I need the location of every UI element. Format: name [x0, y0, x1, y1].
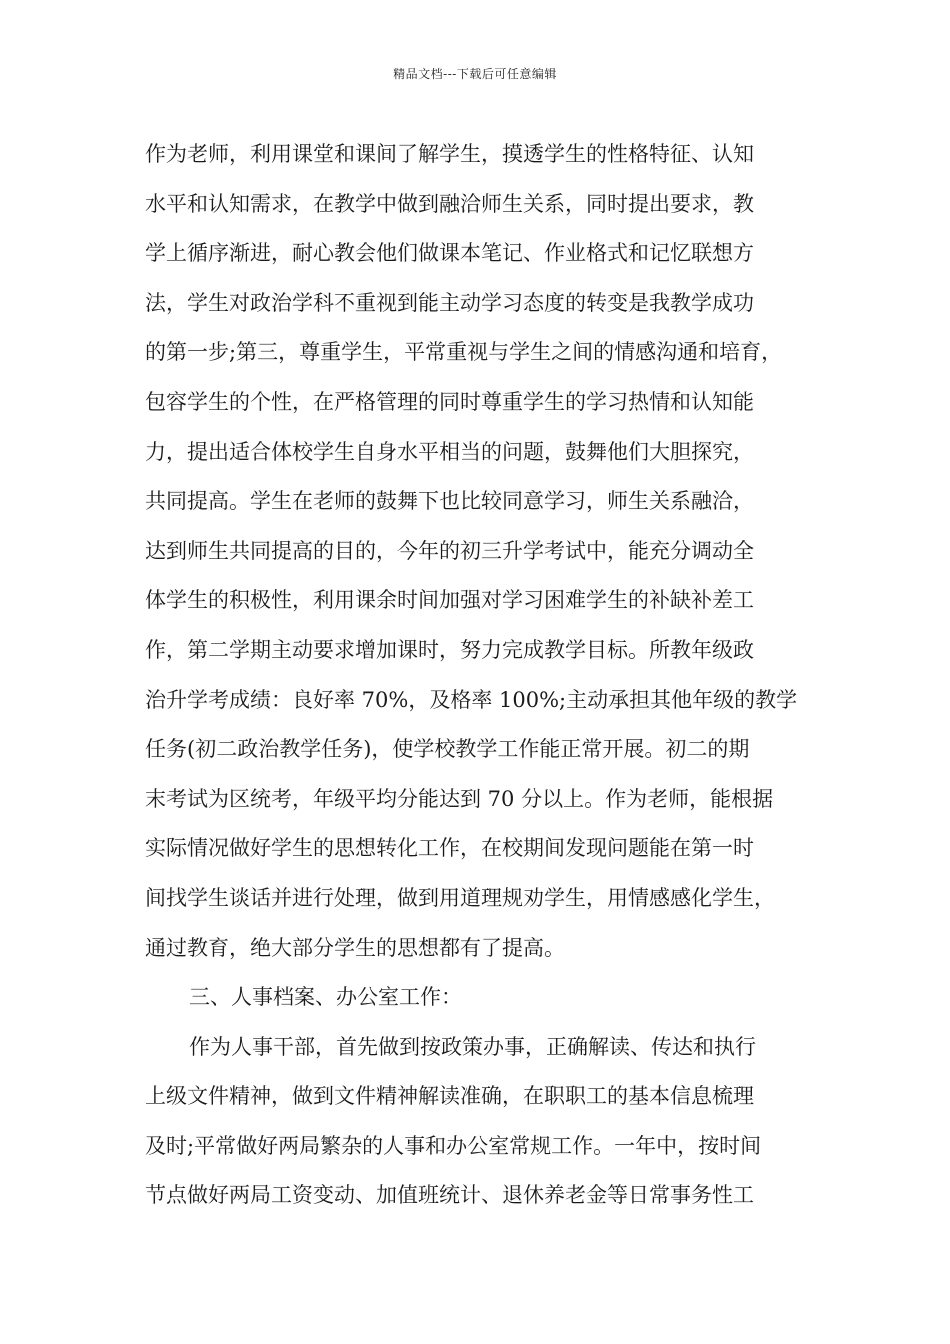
- text-line: 任务(初二政治教学任务)，使学校教学工作能正常开展。初二的期: [145, 737, 750, 762]
- text-line: 上级文件精神，做到文件精神解读准确，在职职工的基本信息梳理: [145, 1084, 754, 1109]
- text-line: 末考试为区统考，年级平均分能达到 70 分以上。作为老师，能根据: [145, 786, 774, 811]
- text-line: 治升学考成绩：良好率 70%，及格率 100%;主动承担其他年级的教学: [145, 687, 798, 712]
- body-text: [145, 130, 825, 1221]
- text-line: 作为人事干部，首先做到按政策办事，正确解读、传达和执行: [189, 1034, 756, 1059]
- section-heading: 三、人事档案、办公室工作：: [189, 985, 462, 1010]
- text-line: 达到师生共同提高的目的，今年的初三升学考试中，能充分调动全: [145, 538, 754, 563]
- text-line: 力，提出适合体校学生自身水平相当的问题，鼓舞他们大胆探究，: [145, 439, 754, 464]
- text-line: 作为老师，利用课堂和课间了解学生，摸透学生的性格特征、认知: [145, 142, 754, 166]
- text-line: 共同提高。学生在老师的鼓舞下也比较同意学习，师生关系融洽，: [145, 489, 754, 514]
- text-line: 水平和认知需求，在教学中做到融洽师生关系，同时提出要求，教: [145, 191, 754, 216]
- text-line: 通过教育，绝大部分学生的思想都有了提高。: [145, 935, 565, 960]
- text-line: 的第一步;第三，尊重学生，平常重视与学生之间的情感沟通和培育，: [145, 340, 783, 365]
- text-line: 间找学生谈话并进行处理，做到用道理规劝学生，用情感感化学生，: [145, 885, 775, 910]
- text-line: 作，第二学期主动要求增加课时，努力完成教学目标。所教年级政: [145, 637, 754, 662]
- page-header: 精品文档---下载后可任意编辑: [393, 67, 557, 81]
- text-line: 包容学生的个性，在严格管理的同时尊重学生的学习热情和认知能: [145, 389, 754, 414]
- text-line: 学上循序渐进，耐心教会他们做课本笔记、作业格式和记忆联想方: [145, 241, 754, 266]
- text-line: 实际情况做好学生的思想转化工作，在校期间发现问题能在第一时: [145, 836, 754, 861]
- text-line: 及时;平常做好两局繁杂的人事和办公室常规工作。一年中，按时间: [145, 1133, 762, 1158]
- text-line: 体学生的积极性，利用课余时间加强对学习困难学生的补缺补差工: [145, 588, 754, 613]
- text-line: 法，学生对政治学科不重视到能主动学习态度的转变是我教学成功: [145, 290, 754, 315]
- text-line: 节点做好两局工资变动、加值班统计、退休养老金等日常事务性工: [145, 1183, 754, 1208]
